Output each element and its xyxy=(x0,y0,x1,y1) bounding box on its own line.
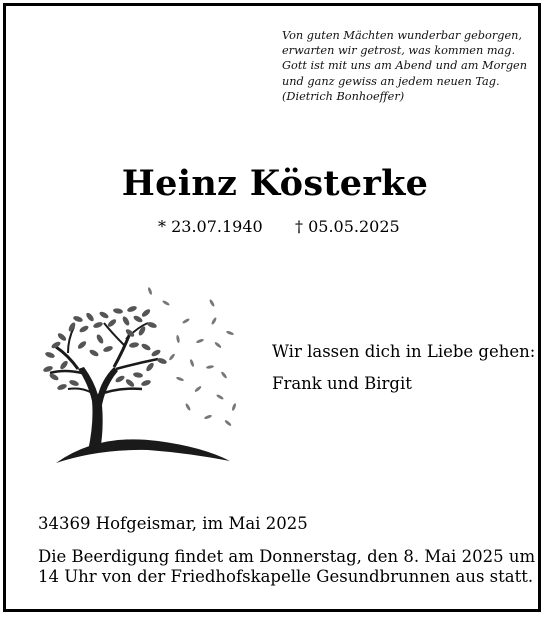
place-and-date: 34369 Hofgeismar, im Mai 2025 xyxy=(38,514,308,533)
death-date: † 05.05.2025 xyxy=(295,217,400,236)
birth-date: * 23.07.1940 xyxy=(158,217,263,236)
quote-author: (Dietrich Bonhoeffer) xyxy=(282,89,405,103)
quote-line: Von guten Mächten wunderbar geborgen, xyxy=(282,29,523,42)
quote-line: Gott ist mit uns am Abend und am Morgen xyxy=(282,59,528,73)
funeral-announcement xyxy=(38,547,536,587)
deceased-name: Heinz Kösterke xyxy=(121,163,429,204)
mourner-names: Frank und Birgit xyxy=(272,374,412,393)
farewell-line: Wir lassen dich in Liebe gehen: xyxy=(272,342,536,361)
quote-line: und ganz gewiss an jedem neuen Tag. xyxy=(282,74,500,88)
funeral-line: Die Beerdigung findet am Donnerstag, den 8. Mai 2025 um xyxy=(38,547,536,566)
funeral-line: 14 Uhr von der Friedhofskapelle Gesundbrunnen aus statt. xyxy=(38,567,534,586)
bonhoeffer-quote xyxy=(282,28,532,104)
tree-with-falling-leaves-icon xyxy=(38,283,238,468)
quote-line: erwarten wir getrost, was kommen mag. xyxy=(282,44,516,58)
